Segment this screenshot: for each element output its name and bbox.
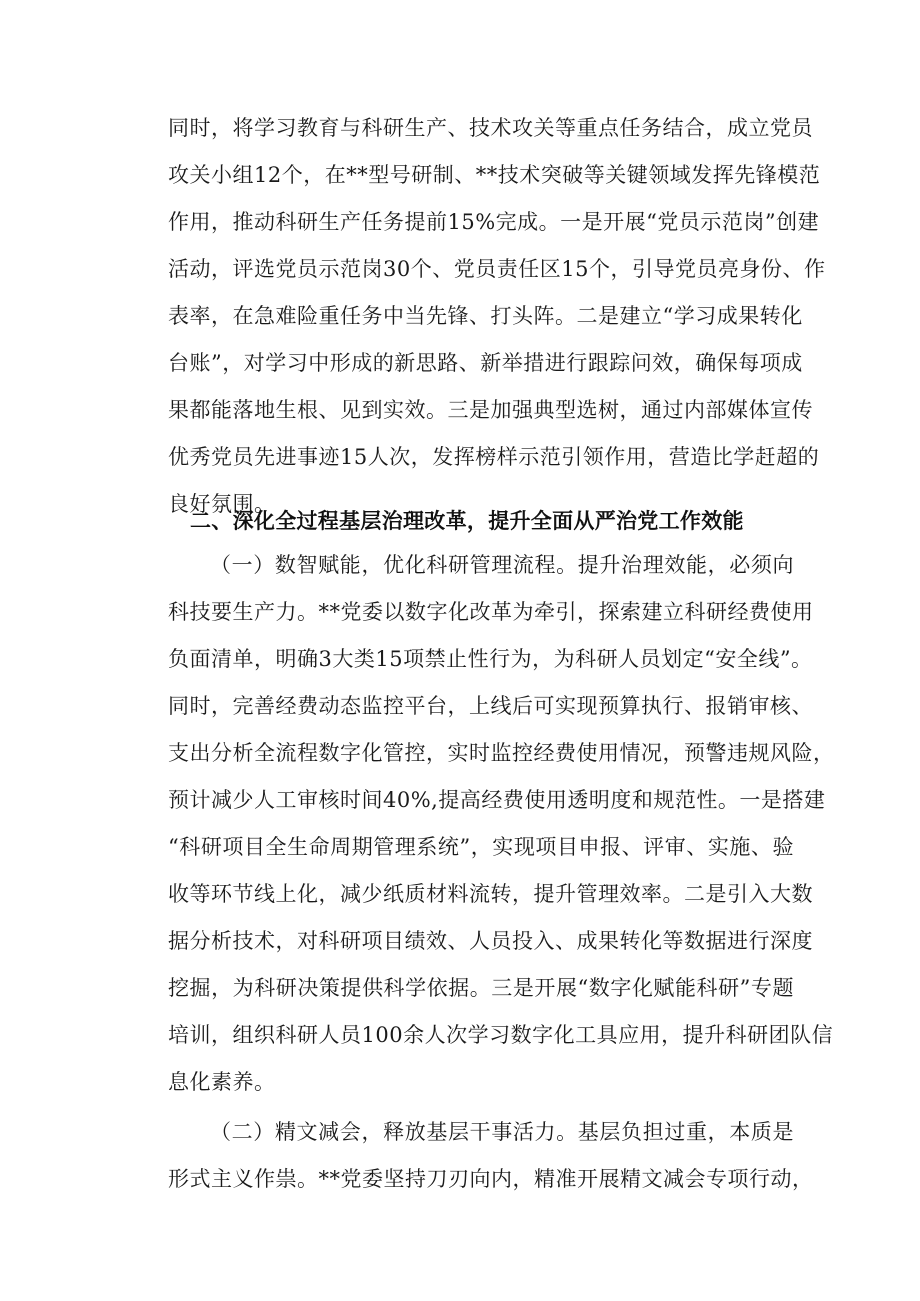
paragraph-line: 挖掘，为科研决策提供科学依据。三是开展“数字化赋能科研”专题	[168, 976, 794, 1000]
paragraph-line: 支出分析全流程数字化管控，实时监控经费使用情况，预警违规风险，	[168, 741, 835, 765]
paragraph-line: 同时，将学习教育与科研生产、技术攻关等重点任务结合，成立党员	[168, 116, 813, 140]
paragraph-line: 同时，完善经费动态监控平台，上线后可实现预算执行、报销审核、	[168, 694, 813, 718]
paragraph-line: 表率，在急难险重任务中当先锋、打头阵。二是建立“学习成果转化	[168, 304, 803, 328]
section-heading: 二、深化全过程基层治理改革，提升全面从严治党工作效能	[190, 509, 744, 533]
paragraph-line: 预计减少人工审核时间40%,提高经费使用透明度和规范性。一是搭建	[168, 788, 826, 812]
paragraph-line: 果都能落地生根、见到实效。三是加强典型选树，通过内部媒体宣传	[168, 398, 813, 422]
paragraph-line: 台账”，对学习中形成的新思路、新举措进行跟踪问效，确保每项成	[168, 351, 803, 375]
paragraph-line: 活动，评选党员示范岗30个、党员责任区15个，引导党员亮身份、作	[168, 257, 826, 281]
paragraph-line: 攻关小组12个，在**型号研制、**技术突破等关键领域发挥先锋模范	[168, 163, 821, 187]
paragraph-line: 形式主义作祟。**党委坚持刀刃向内，精准开展精文减会专项行动，	[168, 1167, 814, 1191]
paragraph-line: 收等环节线上化，减少纸质材料流转，提升管理效率。二是引入大数	[168, 882, 813, 906]
paragraph-line: 培训，组织科研人员100余人次学习数字化工具应用，提升科研团队信	[168, 1023, 834, 1047]
paragraph-line: 息化素养。	[168, 1070, 276, 1094]
paragraph-line: “科研项目全生命周期管理系统”，实现项目申报、评审、实施、验	[168, 835, 794, 859]
paragraph-line: 负面清单，明确3大类15项禁止性行为，为科研人员划定“安全线”。	[168, 647, 813, 671]
paragraph-line: 据分析技术，对科研项目绩效、人员投入、成果转化等数据进行深度	[168, 929, 813, 953]
paragraph-line: （一）数智赋能，优化科研管理流程。提升治理效能，必须向	[210, 553, 794, 577]
paragraph-line: 作用，推动科研生产任务提前15%完成。一是开展“党员示范岗”创建	[168, 210, 820, 234]
paragraph-line: 优秀党员先进事迹15人次，发挥榜样示范引领作用，营造比学赶超的	[168, 445, 820, 469]
paragraph-line: （二）精文减会，释放基层干事活力。基层负担过重，本质是	[210, 1120, 794, 1144]
paragraph-line: 良好氛围。	[168, 492, 276, 516]
paragraph-line: 科技要生产力。**党委以数字化改革为牵引，探索建立科研经费使用	[168, 600, 814, 624]
